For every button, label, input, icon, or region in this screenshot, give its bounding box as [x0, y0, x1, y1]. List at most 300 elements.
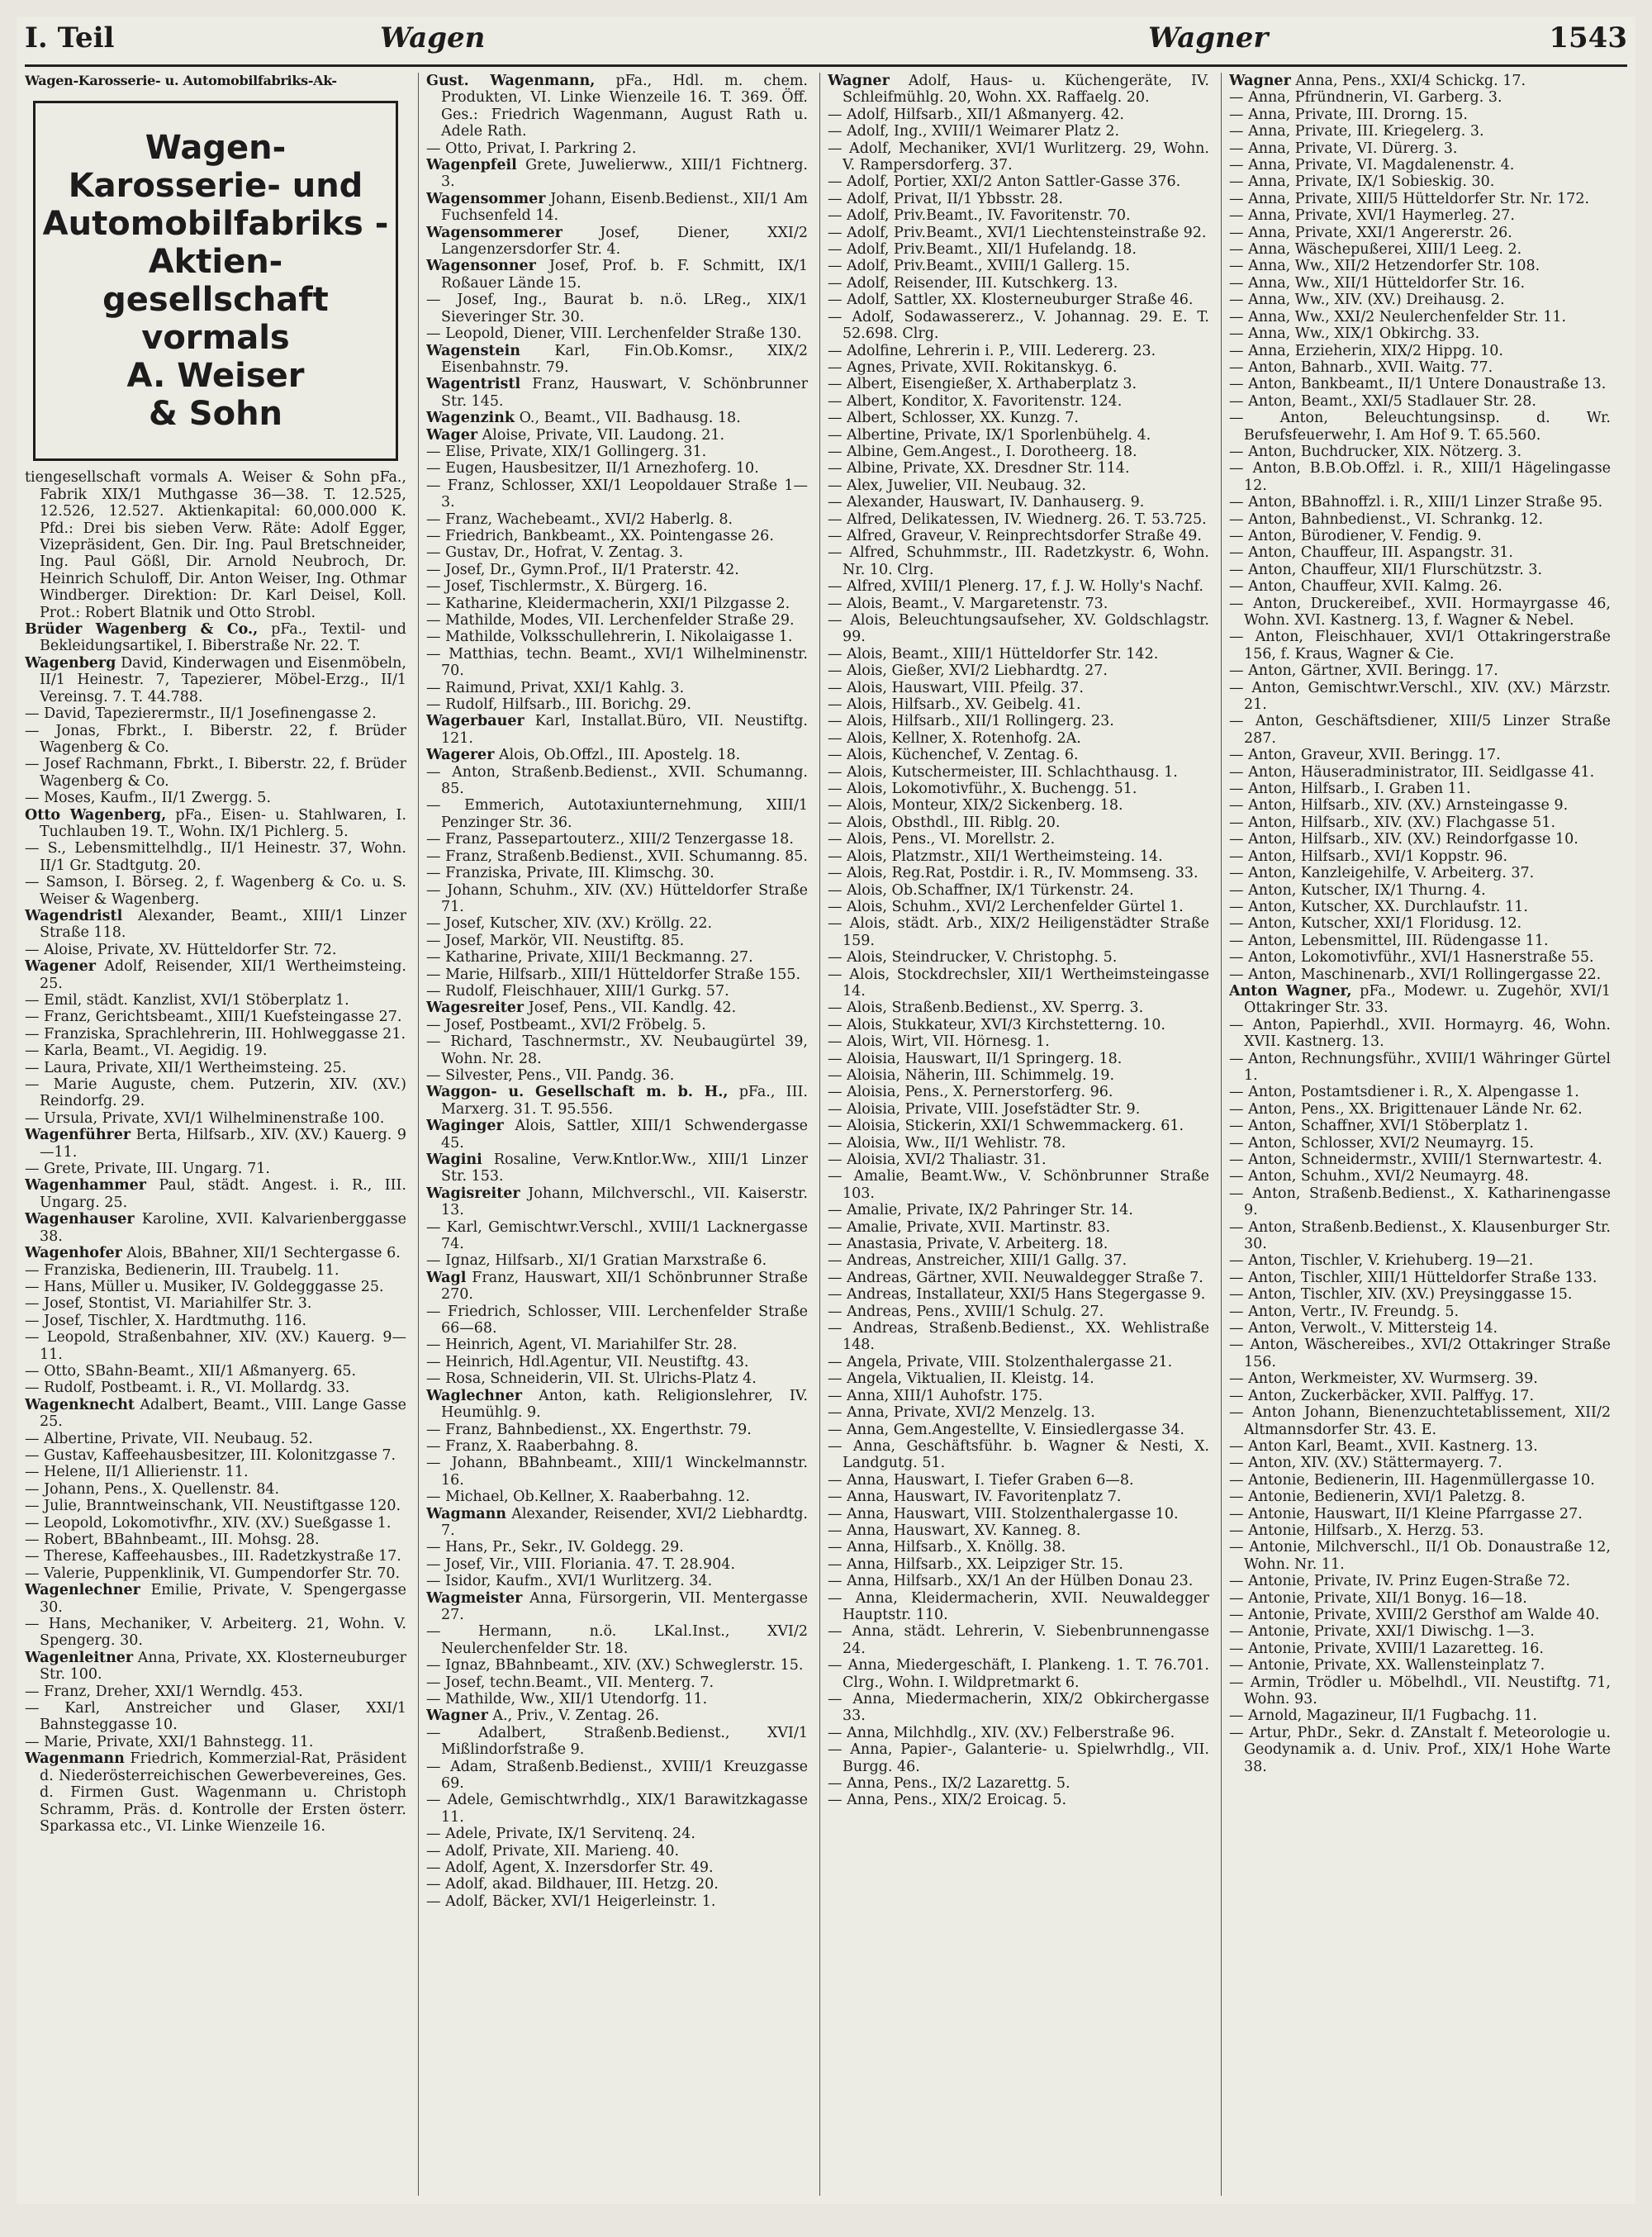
directory-entry	[426, 967, 808, 983]
entry-text: — David, Tapezierermstr., II/1 Josefinengasse 2.	[25, 705, 377, 723]
entry-text: — Anna, Wäschepußerei, XIII/1 Leeg. 2.	[1229, 241, 1522, 259]
entry-text: — Alois, Hilfsarb., XV. Geibelg. 41.	[828, 696, 1081, 714]
entry-text: — Rudolf, Hilfsarb., III. Borichg. 29.	[426, 696, 691, 714]
directory-entry	[1229, 713, 1611, 747]
entry-text: — Albine, Private, XX. Dresdner Str. 114.	[828, 460, 1130, 477]
directory-entry	[828, 1354, 1209, 1370]
directory-entry	[1229, 578, 1611, 595]
entry-text: — Anton, Kutscher, XXI/1 Floridusg. 12.	[1229, 915, 1522, 933]
directory-entry	[426, 444, 808, 460]
directory-entry	[426, 157, 808, 191]
directory-entry	[426, 646, 808, 680]
directory-entry	[25, 1431, 406, 1447]
directory-entry	[1229, 1270, 1611, 1286]
entry-text: — Albert, Schlosser, XX. Kunzg. 7.	[828, 410, 1079, 427]
entry-text: — Karl, Gemischtwr.Verschl., XVIII/1 Lacknergasse 74.	[426, 1218, 808, 1253]
entry-text: — Antonie, Private, XXI/1 Diwischg. 1—3.	[1229, 1623, 1535, 1641]
directory-entry	[25, 1380, 406, 1396]
entry-text: — Ignaz, BBahnbeamt., XIV. (XV.) Schweglerstr. 15.	[426, 1657, 804, 1674]
directory-entry	[25, 807, 406, 841]
advert-line: Wagen-	[145, 129, 287, 168]
entry-text: — Friedrich, Bankbeamt., XX. Pointengasse 26.	[426, 527, 774, 544]
entry-text: — Anna, Ww., XII/1 Hütteldorfer Str. 16.	[1229, 274, 1526, 292]
entry-text: — Anna, Pens., IX/2 Lazarettg. 5.	[828, 1775, 1070, 1793]
entry-text: — Leopold, Lokomotivfhr., XIV. (XV.) Sueßgasse 1.	[25, 1514, 392, 1532]
entry-text: Josef, Diener, XXI/2 Langenzersdorfer Str. 4.	[441, 224, 808, 259]
directory-entry	[426, 915, 808, 932]
directory-entry	[426, 1084, 808, 1118]
entry-text: — Alois, städt. Arb., XIX/2 Heiligenstädter Straße 159.	[828, 915, 1209, 949]
entry-text: — Anton, Kutscher, XX. Durchlaufstr. 11.	[1229, 898, 1528, 915]
entry-text: — Anton, Wäschereibes., XVI/2 Ottakringer Straße 156.	[1229, 1337, 1611, 1370]
directory-entry	[1229, 1674, 1611, 1708]
directory-entry	[828, 1118, 1209, 1134]
directory-entry	[1229, 747, 1611, 763]
entry-text: — Anna, Private, XXI/1 Angererstr. 26.	[1229, 224, 1512, 241]
directory-entry	[828, 393, 1209, 410]
column-3	[828, 73, 1209, 2196]
directory-entry	[828, 848, 1209, 865]
directory-entry	[426, 460, 808, 477]
entry-text: — Anton, Hilfsarb., XVI/1 Koppstr. 96.	[1229, 848, 1508, 865]
entry-text: pFa., Modewr. u. Zugehör, XVI/1 Ottakringer Str. 33.	[1244, 982, 1611, 1017]
directory-entry	[1229, 1388, 1611, 1404]
entry-text: — Anton, Bahnarb., XVII. Waitg. 77.	[1229, 359, 1493, 376]
directory-entry	[1229, 1101, 1611, 1118]
entry-text: — Antonie, Bedienerin, III. Hagenmüllergasse 10.	[1229, 1471, 1595, 1489]
entry-text: — Matthias, techn. Beamt., XVI/1 Wilhelminenstr. 70.	[426, 645, 808, 680]
directory-entry	[25, 1363, 406, 1380]
entry-text: — Anton, Bürodiener, V. Fendig. 9.	[1229, 527, 1482, 544]
entry-text: — Anna, Ww., XXI/2 Neulerchenfelder Str. 11.	[1229, 308, 1567, 325]
entry-text: — Anton, Tischler, XIV. (XV.) Preysinggasse 15.	[1229, 1286, 1573, 1304]
directory-entry	[828, 1573, 1209, 1589]
directory-entry	[1229, 275, 1611, 292]
entry-text: — Franz, Passepartouterz., XIII/2 Tenzergasse 18.	[426, 831, 794, 848]
entry-text: — Antonie, Bedienerin, XVI/1 Paletzg. 8.	[1229, 1489, 1526, 1506]
directory-entry	[426, 1017, 808, 1033]
directory-entry	[426, 1304, 808, 1337]
directory-entry	[426, 1354, 808, 1370]
directory-entry	[426, 1876, 808, 1893]
directory-entry	[426, 528, 808, 544]
entry-text: — Anton, Schaffner, XVI/1 Stöberplatz 1.	[1229, 1118, 1528, 1135]
entry-surname: Wagensonner	[426, 258, 536, 275]
directory-entry	[25, 621, 406, 655]
entry-text: — Adolf, Ing., XVIII/1 Weimarer Platz 2.	[828, 123, 1120, 140]
entry-text: — Franz, Dreher, XXI/1 Werndlg. 453.	[25, 1683, 303, 1700]
directory-entry	[1229, 343, 1611, 359]
entry-surname: Wagensommerer	[426, 224, 563, 241]
entry-text: — Alfred, Graveur, V. Reinprechtsdorfer Straße 49.	[828, 527, 1202, 544]
directory-entry	[1229, 949, 1611, 966]
directory-entry	[1229, 1118, 1611, 1134]
directory-entry	[25, 1295, 406, 1312]
directory-entry	[426, 831, 808, 848]
directory-entry	[828, 747, 1209, 763]
entry-text: — Anton, Gemischtwr.Verschl., XIV. (XV.) Märzstr. 21.	[1229, 679, 1611, 714]
directory-entry	[828, 1691, 1209, 1725]
directory-entry	[828, 511, 1209, 528]
entry-text: — Aloisia, Private, VIII. Josefstädter Str. 9.	[828, 1100, 1141, 1118]
entry-text: — Anton, Werkmeister, XV. Wurmserg. 39.	[1229, 1370, 1538, 1388]
directory-entry	[1229, 123, 1611, 140]
entry-text: — Anton, Lebensmittel, III. Rüdengasse 11.	[1229, 932, 1549, 949]
directory-entry	[1229, 562, 1611, 578]
entry-text: — Anna, Pens., XIX/2 Eroicag. 5.	[828, 1792, 1067, 1809]
directory-entry	[828, 1304, 1209, 1320]
directory-entry	[25, 1127, 406, 1161]
directory-entry	[828, 781, 1209, 797]
directory-entry	[1229, 1337, 1611, 1370]
entry-text: — Anton, Postamtsdiener i. R., X. Alpengasse 1.	[1229, 1084, 1579, 1101]
directory-entry	[828, 275, 1209, 292]
entry-surname: Wagenberg	[25, 654, 116, 672]
directory-entry	[426, 713, 808, 747]
entry-text: — Anna, Erzieherin, XIX/2 Hippg. 10.	[1229, 342, 1503, 359]
entry-text: — Anna, Papier-, Galanterie- u. Spielwrhdlg., VII. Burgg. 46.	[828, 1741, 1209, 1775]
entry-text: — Rudolf, Postbeamt. i. R., VI. Mollardg. 33.	[25, 1380, 350, 1397]
entry-surname: Wager	[426, 426, 478, 444]
directory-entry	[828, 1252, 1209, 1269]
entry-text: — Agnes, Private, XVII. Rokitanskyg. 6.	[828, 359, 1118, 376]
directory-entry	[25, 992, 406, 1009]
entry-text: — Anna, Hauswart, IV. Favoritenplatz 7.	[828, 1489, 1122, 1506]
directory-entry	[828, 207, 1209, 224]
entry-text: pFa., Textil- und Bekleidungsartikel, I. Biberstraße Nr. 22. T.	[40, 621, 406, 655]
entry-text: — Raimund, Privat, XXI/1 Kahlg. 3.	[426, 679, 685, 696]
directory-entry	[1229, 173, 1611, 190]
entry-text: — Alois, Beleuchtungsaufseher, XV. Goldschlagstr. 99.	[828, 612, 1209, 646]
directory-entry	[426, 1674, 808, 1691]
directory-entry	[828, 1084, 1209, 1100]
directory-entry	[828, 73, 1209, 107]
entry-text: — Anton, Chauffeur, XII/1 Flurschützstr. 3.	[1229, 561, 1543, 578]
directory-entry	[828, 882, 1209, 899]
directory-entry	[828, 1623, 1209, 1657]
directory-entry	[426, 1152, 808, 1185]
entry-text: — Anna, Gem.Angestellte, V. Einsiedlergasse 34.	[828, 1421, 1184, 1438]
advert-line: Automobilfabriks - Aktien-	[42, 205, 389, 282]
directory-entry	[25, 1447, 406, 1464]
entry-text: tiengesellschaft vormals A. Weiser & Sohn pFa., Fabrik XIX/1 Muthgasse 36—38. T. 12.525, 12.526, 12.527. Aktienkapital: 60,000.000 K. Pfd.: Drei bis sieben Verw. Räte: Adolf Egger, Vizepräsident, Gen. Dir. Ing. Paul Bretschneider, Ing. Paul Gößl, Dir. Arnold Neubroch, Dr. Heinrich Schuloff, Dir. Anton Weiser, Ing. Othmar Windberger. Direktion: Dr. Karl Deisel, Koll. Prot.: Robert Blatnik und Otto Strobl.	[25, 469, 406, 621]
directory-entry	[1229, 831, 1611, 848]
entry-text: O., Beamt., VII. Badhausg. 18.	[519, 410, 741, 427]
directory-entry	[426, 292, 808, 325]
directory-entry	[828, 494, 1209, 511]
entry-text: — Emil, städt. Kanzlist, XVI/1 Stöberplatz 1.	[25, 992, 349, 1009]
entry-text: — Anton, XIV. (XV.) Stättermayerg. 7.	[1229, 1455, 1502, 1472]
entry-text: — Marie, Private, XXI/1 Bahnstegg. 11.	[25, 1733, 314, 1750]
directory-entry	[828, 292, 1209, 308]
entry-text: — Anton, Beleuchtungsinsp. d. Wr. Berufsfeuerwehr, I. Am Hof 9. T. 65.560.	[1229, 410, 1611, 444]
entry-text: — Anton, Geschäftsdiener, XIII/5 Linzer Straße 287.	[1229, 713, 1611, 747]
entry-surname: Wagerer	[426, 747, 495, 764]
column-divider	[819, 73, 820, 2196]
directory-entry	[426, 477, 808, 511]
directory-entry	[25, 1161, 406, 1177]
entry-text: — Anton, Maschinenarb., XVI/1 Rollingergasse 22.	[1229, 966, 1602, 983]
entry-text: — Grete, Private, III. Ungarg. 71.	[25, 1161, 270, 1178]
directory-entry	[426, 848, 808, 865]
directory-entry	[1229, 1725, 1611, 1775]
entry-surname: Brüder Wagenberg & Co.,	[25, 621, 259, 639]
entry-text: — Mathilde, Volksschullehrerin, I. Nikolaigasse 1.	[426, 629, 793, 646]
directory-entry	[828, 477, 1209, 494]
directory-entry	[828, 1168, 1209, 1202]
entry-text: — Alois, Beamt., XIII/1 Hütteldorfer Str. 142.	[828, 645, 1159, 663]
entry-text: — Alois, Stukkateur, XVI/3 Kirchstetterng. 10.	[828, 1016, 1165, 1033]
entry-text: — Richard, Taschnermstr., XV. Neubaugürtel 39, Wohn. Nr. 28.	[426, 1033, 808, 1067]
directory-entry	[828, 107, 1209, 123]
directory-entry	[828, 1741, 1209, 1775]
directory-entry	[828, 1438, 1209, 1472]
entry-text: — Aloisia, Hauswart, II/1 Springerg. 18.	[828, 1050, 1123, 1067]
entry-text: — Anna, Private, XVI/1 Haymerleg. 27.	[1229, 207, 1515, 225]
entry-text: — Alois, Reg.Rat, Postdir. i. R., IV. Mommseng. 33.	[828, 865, 1199, 882]
entry-text: — Heinrich, Hdl.Agentur, VII. Neustiftg. 43.	[426, 1353, 749, 1370]
entry-text: — Gustav, Kaffeehausbesitzer, III. Kolonitzgasse 7.	[25, 1446, 396, 1464]
entry-text: — Anton, Chauffeur, XVII. Kalmg. 26.	[1229, 578, 1502, 596]
entry-text: — Anton, Straßenb.Bedienst., X. Klausenburger Str. 30.	[1229, 1218, 1611, 1253]
entry-surname: Wagenführer	[25, 1127, 131, 1144]
entry-text: — Alois, Wirt, VII. Hörnesg. 1.	[828, 1033, 1050, 1051]
directory-entry	[1229, 848, 1611, 865]
entry-text: — Josef, Postbeamt., XVI/2 Fröbelg. 5.	[426, 1016, 706, 1033]
directory-entry	[1229, 764, 1611, 781]
directory-entry	[426, 140, 808, 157]
directory-entry	[426, 1691, 808, 1707]
directory-entry	[1229, 629, 1611, 663]
column-1-entries	[25, 469, 406, 1835]
directory-entry	[1229, 797, 1611, 814]
directory-entry	[25, 1043, 406, 1059]
directory-entry	[426, 376, 808, 410]
advert-line: gesellschaft vormals	[102, 281, 329, 358]
directory-entry	[25, 942, 406, 958]
entry-text: — Anna, XIII/1 Auhofstr. 175.	[828, 1387, 1043, 1404]
directory-entry	[426, 1370, 808, 1387]
entry-text: — Alois, Steindrucker, V. Christophg. 5.	[828, 949, 1118, 967]
directory-entry	[1229, 241, 1611, 258]
directory-entry	[828, 1522, 1209, 1539]
entry-text: — Aloisia, Pens., X. Pernerstorferg. 96.	[828, 1084, 1113, 1101]
directory-entry	[828, 1422, 1209, 1438]
entry-surname: Waginger	[426, 1118, 504, 1135]
entry-text: — Adolf, Sattler, XX. Klosterneuburger Straße 46.	[828, 292, 1194, 309]
entry-text: — Isidor, Kaufm., XVI/1 Wurlitzerg. 34.	[426, 1573, 713, 1590]
directory-entry	[828, 949, 1209, 966]
entry-text: — Anna, Geschäftsführ. b. Wagner & Nesti, X. Landgutg. 51.	[828, 1437, 1209, 1472]
entry-text: — Josef, Tischlermstr., X. Bürgerg. 16.	[426, 578, 708, 596]
directory-entry	[1229, 596, 1611, 629]
entry-text: Johann, Milchverschl., VII. Kaiserstr. 13.	[441, 1185, 808, 1219]
directory-entry	[1229, 528, 1611, 544]
directory-entry	[828, 123, 1209, 140]
directory-entry	[1229, 225, 1611, 241]
entry-text: Anna, Pens., XXI/4 Schickg. 17.	[1295, 73, 1526, 89]
directory-entry	[426, 427, 808, 444]
directory-entry	[426, 191, 808, 225]
directory-entry	[1229, 1404, 1611, 1438]
entry-text: — Anton, Gärtner, XVII. Beringg. 17.	[1229, 663, 1498, 680]
directory-entry	[828, 1286, 1209, 1303]
entry-text: — Anton Karl, Beamt., XVII. Kastnerg. 13.	[1229, 1437, 1538, 1455]
directory-entry	[426, 1000, 808, 1016]
directory-entry	[1229, 292, 1611, 308]
directory-entry	[426, 1792, 808, 1826]
entry-text: — Anton, Schneidermstr., XVIII/1 Sternwartestr. 4.	[1229, 1152, 1602, 1168]
entry-text: — Andreas, Gärtner, XVII. Neuwaldegger Straße 7.	[828, 1269, 1203, 1286]
entry-text: — Adolf, Priv.Beamt., XII/1 Hufelandg. 18.	[828, 241, 1137, 259]
entry-text: — Adolf, Privat, II/1 Ybbsstr. 28.	[828, 190, 1063, 207]
directory-entry	[25, 1464, 406, 1480]
directory-entry	[25, 655, 406, 705]
entry-text: — Ignaz, Hilfsarb., XI/1 Gratian Marxstraße 6.	[426, 1252, 767, 1270]
directory-entry	[426, 1623, 808, 1657]
entry-text: — Anna, Private, III. Kriegelerg. 3.	[1229, 123, 1484, 140]
entry-text: — Alois, Beamt., V. Margaretenstr. 73.	[828, 595, 1108, 612]
directory-entry	[426, 1826, 808, 1842]
directory-entry	[426, 1118, 808, 1152]
directory-entry	[828, 1000, 1209, 1016]
directory-entry	[25, 756, 406, 790]
entry-text: — Anton, Straßenb.Bedienst., XVII. Schumanng. 85.	[426, 763, 808, 798]
entry-text: — Anton, Hilfsarb., I. Graben 11.	[1229, 781, 1471, 798]
directory-entry	[828, 225, 1209, 241]
directory-entry	[25, 1211, 406, 1245]
directory-entry	[1229, 1455, 1611, 1471]
entry-text: — Angela, Private, VIII. Stolzenthalergasse 21.	[828, 1353, 1173, 1370]
entry-text: Alois, Ob.Offzl., III. Apostelg. 18.	[499, 747, 741, 764]
entry-text: — Franz, Straßenb.Bedienst., XVII. Schumanng. 85.	[426, 848, 808, 865]
entry-text: — Alfred, XVIII/1 Plenerg. 17, f. J. W. Holly's Nachf.	[828, 578, 1203, 596]
entry-text: — Hermann, n.ö. LKal.Inst., XVI/2 Neulerchenfelder Str. 18.	[426, 1623, 808, 1657]
entry-text: — Alois, Hilfsarb., XII/1 Rollingerg. 23.	[828, 713, 1114, 730]
entry-text: — Anna, Ww., XIV. (XV.) Dreihausg. 2.	[1229, 292, 1505, 309]
entry-text: — Anna, Hauswart, I. Tiefer Graben 6—8.	[828, 1471, 1134, 1489]
entry-text: — Adolf, Mechaniker, XVI/1 Wurlitzerg. 29, Wohn. V. Rampersdorferg. 37.	[828, 140, 1209, 174]
entry-text: — Anton, Schlosser, XVI/2 Neumayrg. 15.	[1229, 1134, 1534, 1152]
entry-text: Josef, Pens., VII. Kandlg. 42.	[528, 1000, 737, 1017]
entry-text: Johann, Eisenb.Bedienst., XII/1 Am Fuchsenfeld 14.	[441, 190, 808, 225]
entry-text: — Samson, I. Börseg. 2, f. Wagenberg & Co. u. S. Weiser & Wagenberg.	[25, 874, 406, 908]
entry-text: — Anna, Ww., XIX/1 Obkirchg. 33.	[1229, 325, 1480, 343]
directory-entry	[426, 1270, 808, 1304]
entry-text: — Rudolf, Fleischhauer, XIII/1 Gurkg. 57.	[426, 982, 729, 1000]
entry-text: — Hans, Mechaniker, V. Arbeiterg. 21, Wohn. V. Spengerg. 30.	[25, 1616, 406, 1650]
directory-entry	[25, 1532, 406, 1548]
entry-text: Adolf, Haus- u. Küchengeräte, IV. Schleifmühlg. 20, Wohn. XX. Raffaelg. 20.	[843, 73, 1209, 107]
directory-entry	[1229, 1168, 1611, 1185]
directory-entry	[828, 713, 1209, 729]
entry-text: — Laura, Private, XII/1 Wertheimsteing. 25.	[25, 1059, 347, 1076]
directory-entry	[1229, 309, 1611, 325]
entry-text: — Adolf, Private, XII. Marieng. 40.	[426, 1842, 680, 1859]
entry-text: — Albertine, Private, IX/1 Sporlenbühelg. 4.	[828, 426, 1151, 444]
directory-entry	[1229, 444, 1611, 460]
advert-text	[36, 129, 396, 433]
entry-text: — Anna, Miedergeschäft, I. Plankeng. 1. T. 76.701. Clrg., Wohn. I. Wildpretmarkt 6.	[828, 1657, 1209, 1691]
entry-text: Franz, Hauswart, XII/1 Schönbrunner Straße 270.	[441, 1269, 808, 1304]
directory-entry	[426, 1438, 808, 1455]
directory-entry	[828, 528, 1209, 544]
entry-text: — Otto, Privat, I. Parkring 2.	[426, 140, 637, 157]
entry-text: — Anton, Hilfsarb., XIV. (XV.) Flachgasse 51.	[1229, 814, 1556, 831]
directory-entry	[1229, 1623, 1611, 1640]
directory-entry	[828, 797, 1209, 814]
entry-text: — Marie Auguste, chem. Putzerin, XIV. (XV.) Reindorfg. 29.	[25, 1076, 406, 1110]
directory-entry	[426, 1707, 808, 1724]
directory-entry	[828, 1725, 1209, 1741]
directory-entry	[828, 680, 1209, 696]
entry-text: Anna, Private, XX. Klosterneuburger Str. 100.	[40, 1649, 406, 1684]
column-2-entries	[426, 73, 808, 1910]
entry-text: — Heinrich, Agent, VI. Mariahilfer Str. 28.	[426, 1337, 738, 1354]
column-1	[25, 73, 406, 2196]
entry-surname: Wagisreiter	[426, 1185, 520, 1202]
entry-text: — Eugen, Hausbesitzer, II/1 Arnezhoferg. 10.	[426, 460, 759, 477]
entry-text: — Hans, Pr., Sekr., IV. Goldegg. 29.	[426, 1539, 684, 1556]
entry-text: — Anton, Häuseradministrator, III. Seidlgasse 41.	[1229, 763, 1595, 781]
entry-text: — Anton, Verwolt., V. Mittersteig 14.	[1229, 1320, 1498, 1337]
company-advert	[33, 101, 398, 461]
directory-entry	[1229, 1573, 1611, 1589]
entry-text: — Leopold, Straßenbahner, XIV. (XV.) Kauerg. 9—11.	[25, 1329, 406, 1363]
directory-entry	[1229, 680, 1611, 714]
entry-text: pFa., Eisen- u. Stahlwaren, I. Tuchlauben 19. T., Wohn. IX/1 Pichlerg. 5.	[40, 806, 406, 840]
directory-entry	[1229, 393, 1611, 410]
entry-text: — Michael, Ob.Kellner, X. Raaberbahng. 12.	[426, 1489, 750, 1506]
directory-entry	[426, 596, 808, 612]
directory-entry	[1229, 1438, 1611, 1455]
advert-line: & Sohn	[148, 395, 283, 434]
directory-entry	[25, 705, 406, 722]
directory-entry	[426, 1185, 808, 1219]
directory-entry	[828, 140, 1209, 174]
entry-text: — Angela, Viktualien, II. Kleistg. 14.	[828, 1370, 1094, 1388]
entry-text: — Franz, Schlosser, XXI/1 Leopoldauer Straße 1—3.	[426, 477, 808, 511]
directory-entry	[1229, 359, 1611, 376]
directory-entry	[25, 1313, 406, 1329]
entry-text: — Antonie, Hauswart, II/1 Kleine Pfarrgasse 27.	[1229, 1505, 1583, 1522]
entry-text: — Anna, Private, IX/1 Sobieskig. 30.	[1229, 173, 1495, 191]
directory-entry	[426, 1506, 808, 1540]
entry-text: — Anna, Private, III. Drorng. 15.	[1229, 106, 1468, 123]
directory-entry	[828, 343, 1209, 359]
entry-surname: Waglechner	[426, 1387, 522, 1404]
entry-text: — Leopold, Diener, VIII. Lerchenfelder Straße 130.	[426, 325, 802, 343]
directory-entry	[828, 1472, 1209, 1489]
entry-text: — Franziska, Bedienerin, III. Traubelg. 11.	[25, 1261, 339, 1279]
directory-entry	[426, 1759, 808, 1793]
entry-surname: Anton Wagner,	[1229, 982, 1352, 1000]
entry-text: — Marie, Hilfsarb., XIII/1 Hütteldorfer Straße 155.	[426, 966, 801, 983]
entry-text: — Albertine, Private, VII. Neubaug. 52.	[25, 1430, 313, 1447]
directory-entry	[426, 1859, 808, 1876]
entry-text: — Johann, Schuhm., XIV. (XV.) Hütteldorfer Straße 71.	[426, 881, 808, 915]
directory-entry	[828, 173, 1209, 190]
directory-entry	[1229, 663, 1611, 679]
directory-entry	[1229, 1657, 1611, 1674]
directory-entry	[25, 1397, 406, 1431]
directory-entry	[1229, 73, 1611, 89]
directory-entry	[426, 629, 808, 645]
directory-entry	[1229, 933, 1611, 949]
entry-text: — Katharine, Private, XIII/1 Beckmanng. 27.	[426, 949, 753, 967]
entry-text: — Anton, Bankbeamt., II/1 Untere Donaustraße 13.	[1229, 376, 1607, 393]
directory-entry	[828, 696, 1209, 713]
